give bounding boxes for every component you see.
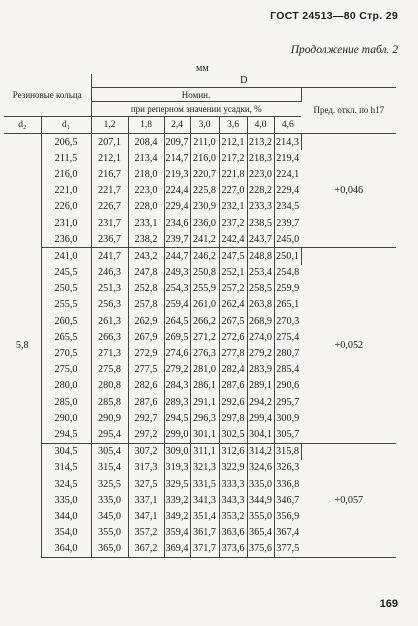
nominal-value-cell: 256,3 [91,297,128,313]
nominal-value-cell: 261,0 [190,297,219,313]
nominal-value-cell: 237,2 [219,215,247,231]
nominal-value-cell: 244,7 [164,248,190,265]
nominal-value-cell: 230,9 [190,199,219,215]
nominal-value-cell: 274,6 [164,345,190,361]
nominal-value-cell: 263,8 [247,297,274,313]
nominal-value-cell: 375,6 [247,541,274,558]
shrinkage-col-header: 1,8 [128,117,164,134]
nominal-value-cell: 367,2 [128,541,164,558]
nominal-value-cell: 280,7 [276,348,300,360]
nominal-value-cell: 367,4 [276,527,300,539]
nominal-value-cell: 223,0 [247,166,274,182]
nominal-value-cell: 243,7 [247,231,274,248]
nominal-value-cell: 236,7 [91,231,128,248]
nominal-value-cell: 258,5 [247,281,274,297]
shrinkage-header: при реперном значении усадки, % [91,102,301,117]
nominal-value-cell: 321,3 [190,460,219,476]
page-number: 169 [379,598,398,610]
d1-value-cell: 314,5 [41,460,91,476]
nominal-value-cell: 345,0 [91,508,128,524]
nominal-value-cell: 357,2 [128,525,164,541]
d1-value-cell: 216,0 [41,166,91,182]
nominal-header: Номин. [91,88,301,102]
nominal-value-cell: 327,5 [128,476,164,492]
table-row [4,443,396,460]
nominal-value-cell: 238,5 [247,215,274,231]
nominal-value-cell: 232,1 [219,199,247,215]
nominal-value-cell: 228,0 [128,199,164,215]
nominal-value-cell: 266,2 [190,313,219,329]
nominal-value-cell: 245,0 [274,231,301,248]
d1-value-cell: 324,5 [41,476,91,492]
d1-value-cell: 294,5 [41,426,91,443]
d1-value-cell: 290,0 [41,410,91,426]
nominal-value-cell: 238,2 [128,231,164,248]
nominal-value-cell: 208,4 [128,134,164,151]
nominal-value-cell: 285,8 [91,394,128,410]
nominal-value-cell: 265,1 [276,299,300,311]
nominal-value-cell: 282,6 [128,378,164,394]
nominal-value-cell: 299,0 [164,426,190,443]
nominal-value-cell: 251,3 [91,281,128,297]
nominal-value-cell: 353,2 [219,508,247,524]
nominal-value-cell: 290,6 [276,380,300,392]
nominal-value-cell: 289,1 [247,378,274,394]
nominal-value-cell: 344,9 [247,492,274,508]
nominal-value-cell: 371,7 [190,541,219,558]
nominal-value-cell: 213,4 [128,150,164,166]
d1-value-cell: 280,0 [41,378,91,394]
nominal-value-cell: 218,3 [247,150,274,166]
nominal-value-cell: 297,8 [219,410,247,426]
d1-value-cell: 344,0 [41,508,91,524]
nominal-value-cell: 221,8 [219,166,247,182]
nominal-value-cell: 259,4 [164,297,190,313]
nominal-value-cell: 281,0 [190,362,219,378]
table-continuation-label: Продолжение табл. 2 [290,44,398,56]
nominal-value-cell: 249,3 [164,265,190,281]
d1-value-cell: 270,5 [41,345,91,361]
nominal-value-cell: 315,8 [274,443,301,460]
d1-value-cell: 211,5 [41,150,91,166]
nominal-value-cell: 307,2 [128,443,164,460]
nominal-value-cell: 277,8 [219,345,247,361]
nominal-value-cell: 295,7 [276,396,300,408]
nominal-value-cell: 290,9 [91,410,128,426]
nominal-value-cell: 246,3 [91,265,128,281]
nominal-value-cell: 254,3 [164,281,190,297]
nominal-value-cell: 359,4 [164,525,190,541]
nominal-value-cell: 257,8 [128,297,164,313]
nominal-value-cell: 319,3 [164,460,190,476]
shrinkage-col-header: 4,0 [247,117,274,134]
nominal-value-cell: 275,4 [276,331,300,343]
nominal-value-cell: 218,0 [128,166,164,182]
d1-value-cell: 255,5 [41,297,91,313]
tolerance-cell: +0,057 [301,443,396,557]
d1-value-cell: 304,5 [41,443,91,460]
nominal-value-cell: 279,2 [247,345,274,361]
nominal-value-cell: 213,2 [247,134,274,151]
nominal-value-cell: 219,4 [276,152,300,164]
nominal-value-cell: 337,1 [128,492,164,508]
nominal-value-cell: 347,1 [128,508,164,524]
d1-value-cell: 236,0 [41,231,91,248]
nominal-value-cell: 292,6 [219,394,247,410]
nominal-value-cell: 207,1 [91,134,128,151]
nominal-value-cell: 216,0 [190,150,219,166]
nominal-value-cell: 234,6 [164,215,190,231]
nominal-value-cell: 373,6 [219,541,247,558]
nominal-value-cell: 262,9 [128,313,164,329]
nominal-value-cell: 349,2 [164,508,190,524]
nominal-value-cell: 355,0 [91,525,128,541]
nominal-value-cell: 246,2 [190,248,219,265]
d1-value-cell: 231,0 [41,215,91,231]
nominal-value-cell: 209,7 [164,134,190,151]
nominal-value-cell: 223,0 [128,183,164,199]
table-row [4,134,396,151]
shrinkage-col-header: 4,6 [274,117,301,134]
nominal-value-cell: 333,3 [219,476,247,492]
nominal-value-cell: 300,9 [276,412,300,424]
d1-value-cell: 364,0 [41,541,91,558]
nominal-value-cell: 305,4 [91,443,128,460]
nominal-value-cell: 336,8 [276,478,300,490]
tolerance-cell: +0,046 [301,134,396,248]
nominal-value-cell: 282,4 [219,362,247,378]
nominal-value-cell: 271,3 [91,345,128,361]
nominal-value-cell: 241,2 [190,231,219,248]
rubber-rings-header: Резиновые кольца [4,74,91,117]
nominal-value-cell: 277,5 [128,362,164,378]
d1-value-cell: 260,5 [41,313,91,329]
nominal-value-cell: 335,0 [91,492,128,508]
nominal-value-cell: 325,5 [91,476,128,492]
nominal-value-cell: 224,1 [276,168,300,180]
nominal-value-cell: 225,8 [190,183,219,199]
nominal-value-cell: 339,2 [164,492,190,508]
d1-value-cell: 275,0 [41,362,91,378]
nominal-value-cell: 287,6 [128,394,164,410]
nominal-value-cell: 216,7 [91,166,128,182]
nominal-value-cell: 229,4 [164,199,190,215]
nominal-value-cell: 234,5 [276,201,300,213]
nominal-value-cell: 236,0 [190,215,219,231]
nominal-value-cell: 233,1 [128,215,164,231]
d1-value-cell: 354,0 [41,525,91,541]
nominal-value-cell: 283,9 [247,362,274,378]
nominal-value-cell: 221,7 [91,183,128,199]
nominal-value-cell: 294,5 [164,410,190,426]
nominal-value-cell: 255,9 [190,281,219,297]
shrinkage-col-header: 3,6 [219,117,247,134]
nominal-value-cell: 269,5 [164,329,190,345]
tolerance-header: Пред. откл. по h17 [301,88,396,134]
nominal-value-cell: 271,2 [190,329,219,345]
nominal-value-cell: 262,4 [219,297,247,313]
nominal-value-cell: 292,7 [128,410,164,426]
nominal-value-cell: 299,4 [247,410,274,426]
nominal-value-cell: 252,1 [219,265,247,281]
d2-column-header: d₂ [4,117,41,134]
units-label: мм [196,63,209,74]
nominal-value-cell: 212,1 [219,134,247,151]
d1-column-header: d₁ [41,117,91,134]
nominal-value-cell: 356,9 [276,510,300,522]
nominal-value-cell: 266,3 [91,329,128,345]
nominal-value-cell: 228,2 [247,183,274,199]
nominal-value-cell: 315,4 [91,460,128,476]
nominal-value-cell: 280,8 [91,378,128,394]
tolerance-cell: +0,052 [301,248,396,443]
nominal-value-cell: 301,1 [190,426,219,443]
nominal-value-cell: 355,0 [247,508,274,524]
dimensions-table [4,74,396,558]
nominal-value-cell: 233,3 [247,199,274,215]
d1-value-cell: 250,5 [41,281,91,297]
nominal-value-cell: 272,6 [219,329,247,345]
d1-value-cell: 265,5 [41,329,91,345]
nominal-value-cell: 343,3 [219,492,247,508]
nominal-value-cell: 369,4 [164,541,190,558]
nominal-value-cell: 326,3 [276,462,300,474]
nominal-value-cell: 284,3 [164,378,190,394]
nominal-value-cell: 243,2 [128,248,164,265]
nominal-value-cell: 268,9 [247,313,274,329]
d1-value-cell: 221,0 [41,183,91,199]
nominal-value-cell: 220,7 [190,166,219,182]
nominal-value-cell: 311,1 [190,443,219,460]
nominal-value-cell: 267,5 [219,313,247,329]
nominal-value-cell: 241,7 [91,248,128,265]
nominal-value-cell: 217,2 [219,150,247,166]
nominal-value-cell: 287,6 [219,378,247,394]
nominal-value-cell: 294,2 [247,394,274,410]
nominal-value-cell: 227,0 [219,183,247,199]
nominal-value-cell: 351,4 [190,508,219,524]
nominal-value-cell: 219,3 [164,166,190,182]
nominal-value-cell: 291,1 [190,394,219,410]
nominal-value-cell: 248,8 [247,248,274,265]
nominal-value-cell: 302,5 [219,426,247,443]
nominal-value-cell: 305,7 [274,426,301,443]
nominal-value-cell: 297,2 [128,426,164,443]
nominal-value-cell: 264,5 [164,313,190,329]
nominal-value-cell: 270,3 [276,315,300,327]
nominal-value-cell: 239,7 [164,231,190,248]
nominal-value-cell: 272,9 [128,345,164,361]
d1-value-cell: 335,0 [41,492,91,508]
table-body [4,134,396,558]
nominal-value-cell: 226,7 [91,199,128,215]
d-header: D [91,74,396,88]
nominal-value-cell: 322,9 [219,460,247,476]
nominal-value-cell: 286,1 [190,378,219,394]
d1-value-cell: 226,0 [41,199,91,215]
shrinkage-col-header: 3,0 [190,117,219,134]
table-row [4,248,396,265]
shrinkage-col-header: 1,2 [91,117,128,134]
nominal-value-cell: 274,0 [247,329,274,345]
nominal-value-cell: 254,8 [276,267,300,279]
d1-value-cell: 285,0 [41,394,91,410]
nominal-value-cell: 365,4 [247,525,274,541]
d1-value-cell: 245,5 [41,265,91,281]
nominal-value-cell: 329,5 [164,476,190,492]
nominal-value-cell: 312,6 [219,443,247,460]
nominal-value-cell: 335,0 [247,476,274,492]
nominal-value-cell: 224,4 [164,183,190,199]
d1-value-cell: 206,5 [41,134,91,151]
nominal-value-cell: 276,3 [190,345,219,361]
nominal-value-cell: 214,7 [164,150,190,166]
nominal-value-cell: 257,2 [219,281,247,297]
nominal-value-cell: 296,3 [190,410,219,426]
nominal-value-cell: 242,4 [219,231,247,248]
nominal-value-cell: 314,2 [247,443,274,460]
nominal-value-cell: 289,3 [164,394,190,410]
nominal-value-cell: 211,0 [190,134,219,151]
nominal-value-cell: 324,6 [247,460,274,476]
nominal-value-cell: 365,0 [91,541,128,558]
nominal-value-cell: 250,1 [274,248,301,265]
nominal-value-cell: 231,7 [91,215,128,231]
nominal-value-cell: 239,7 [276,217,300,229]
nominal-value-cell: 304,1 [247,426,274,443]
nominal-value-cell: 295,4 [91,426,128,443]
nominal-value-cell: 259,9 [276,283,300,295]
nominal-value-cell: 267,9 [128,329,164,345]
nominal-value-cell: 341,3 [190,492,219,508]
nominal-value-cell: 317,3 [128,460,164,476]
nominal-value-cell: 285,4 [276,364,300,376]
nominal-value-cell: 363,6 [219,525,247,541]
d1-value-cell: 241,0 [41,248,91,265]
nominal-value-cell: 212,1 [91,150,128,166]
nominal-value-cell: 377,5 [274,541,301,558]
nominal-value-cell: 346,7 [276,494,300,506]
nominal-value-cell: 252,8 [128,281,164,297]
shrinkage-col-header: 2,4 [164,117,190,134]
nominal-value-cell: 229,4 [276,185,300,197]
nominal-value-cell: 361,7 [190,525,219,541]
nominal-value-cell: 279,2 [164,362,190,378]
nominal-value-cell: 275,8 [91,362,128,378]
nominal-value-cell: 250,8 [190,265,219,281]
nominal-value-cell: 247,8 [128,265,164,281]
nominal-value-cell: 331,5 [190,476,219,492]
page-header: ГОСТ 24513—80 Стр. 29 [270,10,398,22]
nominal-value-cell: 214,3 [274,134,301,151]
d2-value-cell: 5,8 [4,134,41,558]
nominal-value-cell: 253,4 [247,265,274,281]
nominal-value-cell: 261,3 [91,313,128,329]
nominal-value-cell: 247,5 [219,248,247,265]
nominal-value-cell: 309,0 [164,443,190,460]
